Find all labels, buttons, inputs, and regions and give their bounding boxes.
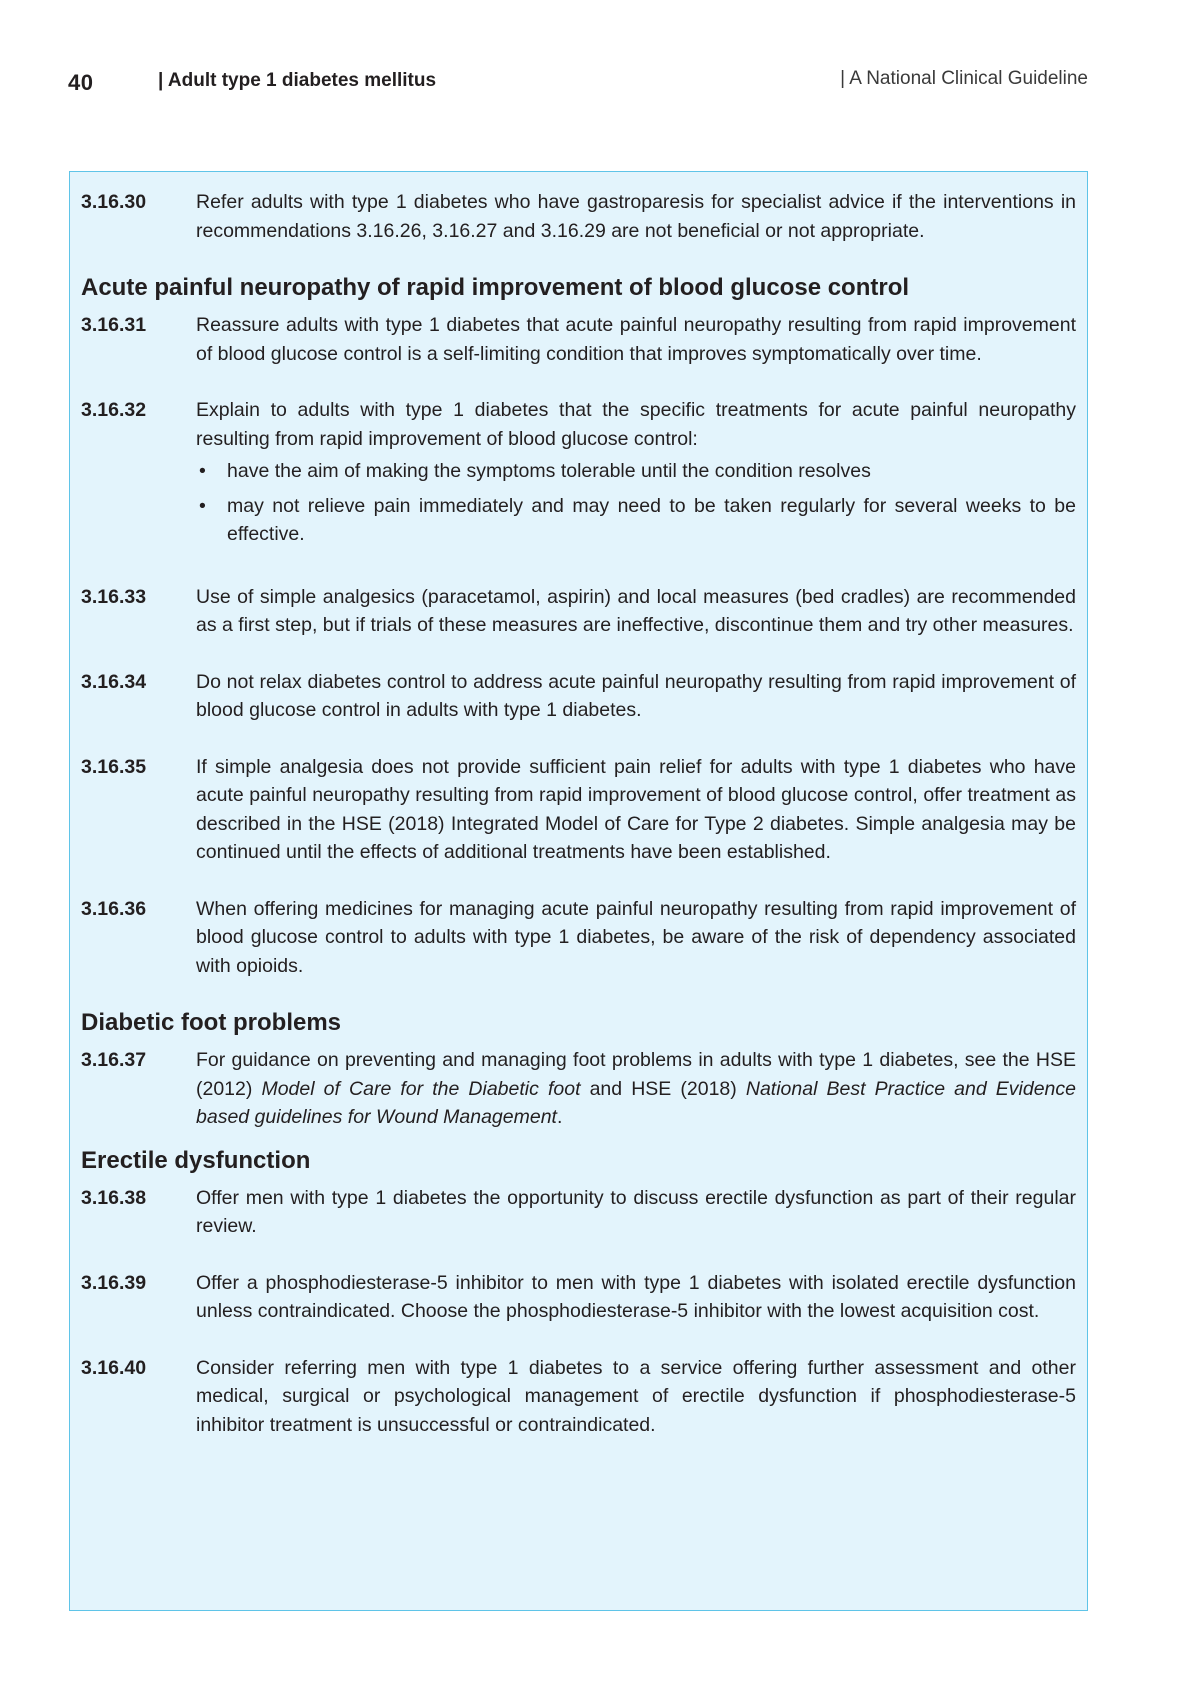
- recommendation-3-16-31: [81, 311, 1076, 368]
- recommendation-text: [196, 1046, 1076, 1132]
- text-segment: .: [556, 1106, 563, 1128]
- recommendation-number: 3.16.33: [81, 585, 147, 608]
- running-header-title: | Adult type 1 diabetes mellitus: [158, 70, 437, 91]
- recommendation-text: Explain to adults with type 1 diabetes that the specific treatments for acute painful neuropathy resulting from rapid improvement of blood glucose control:: [196, 399, 1076, 450]
- recommendation-3-16-34: [81, 668, 1076, 725]
- recommendation-3-16-38: [81, 1184, 1076, 1241]
- recommendation-number: 3.16.32: [81, 399, 147, 421]
- recommendation-3-16-36: [81, 895, 1076, 981]
- running-header-series: | A National Clinical Guideline: [840, 68, 1088, 89]
- recommendation-text: Consider referring men with type 1 diabetes to a service offering further assessment and other medical, surgical or psychological management of erectile dysfunction if phosphodiesterase-5 inhibitor treatment is unsuccessful or contraindicated.: [196, 1356, 1076, 1436]
- recommendation-text: Do not relax diabetes control to address acute painful neuropathy resulting from rapid improvement of blood glucose control in adults with type 1 diabetes.: [196, 670, 1076, 721]
- recommendation-text: Refer adults with type 1 diabetes who have gastroparesis for specialist advice if the interventions in recommendations 3.16.26, 3.16.27 and 3.16.29 are not beneficial or not appropriate.: [196, 191, 1076, 242]
- section-heading-erectile-dysfunction: Erectile dysfunction: [81, 1146, 311, 1174]
- document-title: Model of Care for the Diabetic foot: [261, 1077, 581, 1100]
- recommendation-number: 3.16.38: [81, 1186, 147, 1209]
- recommendation-number: 3.16.35: [81, 755, 147, 778]
- text-segment: and HSE (2018): [580, 1077, 746, 1100]
- recommendation-text: If simple analgesia does not provide sufficient pain relief for adults with type 1 diabetes who have acute painful neuropathy resulting from rapid improvement of blood glucose control, offer treatment as described in the HSE (2018) Integrated Model of Care for Type 2 diabetes. Simple analgesia may be continued until the effects of additional treatments have been established.: [196, 755, 1076, 863]
- recommendation-3-16-32: [81, 396, 1076, 555]
- document-title: National Best Practice and Evidence based guidelines for Wound Management: [196, 1077, 1076, 1128]
- recommendations-box: [69, 171, 1088, 1611]
- recommendation-number: 3.16.36: [81, 897, 147, 920]
- recommendation-number: 3.16.37: [81, 1049, 147, 1071]
- recommendation-3-16-40: [81, 1354, 1076, 1440]
- page-number: 40: [68, 70, 94, 95]
- recommendation-text: When offering medicines for managing acute painful neuropathy resulting from rapid improvement of blood glucose control to adults with type 1 diabetes, be aware of the risk of dependency associated with opioids.: [196, 897, 1076, 977]
- section-heading-diabetic-foot: Diabetic foot problems: [81, 1009, 342, 1036]
- recommendation-number: 3.16.34: [81, 670, 147, 693]
- recommendation-number: 3.16.31: [81, 314, 147, 336]
- recommendation-3-16-33: [81, 583, 1076, 640]
- recommendation-3-16-35: [81, 753, 1076, 867]
- recommendation-text: Use of simple analgesics (paracetamol, aspirin) and local measures (bed cradles) are recommended as a first step, but if trials of these measures are ineffective, discontinue them and try other measures.: [196, 585, 1076, 636]
- text-segment: For guidance on preventing and managing foot problems in adults with type 1 diabetes, see the HSE (2012): [196, 1049, 1076, 1100]
- recommendation-3-16-39: [81, 1269, 1076, 1326]
- list-item: • may not relieve pain immediately and may need to be taken regularly for several weeks to be effective.: [196, 492, 1076, 549]
- recommendation-number: 3.16.30: [81, 191, 147, 213]
- recommendation-text: Reassure adults with type 1 diabetes that acute painful neuropathy resulting from rapid improvement of blood glucose control is a self-limiting condition that improves symptomatically over time.: [196, 314, 1076, 365]
- recommendation-3-16-30: [81, 188, 1076, 245]
- recommendation-text: Offer men with type 1 diabetes the opportunity to discuss erectile dysfunction as part of their regular review.: [196, 1186, 1076, 1237]
- recommendation-body: [196, 396, 1076, 555]
- list-item: • have the aim of making the symptoms tolerable until the condition resolves: [196, 457, 1076, 486]
- section-heading-acute-painful-neuropathy: Acute painful neuropathy of rapid improvement of blood glucose control: [81, 274, 910, 301]
- recommendation-text: Offer a phosphodiesterase-5 inhibitor to men with type 1 diabetes with isolated erectile dysfunction unless contraindicated. Choose the phosphodiesterase-5 inhibitor with the lowest acquisition cost.: [196, 1271, 1076, 1322]
- recommendation-number: 3.16.40: [81, 1356, 147, 1379]
- bullet-list: [196, 457, 1076, 549]
- recommendation-3-16-37: [81, 1046, 1076, 1132]
- recommendation-number: 3.16.39: [81, 1271, 147, 1294]
